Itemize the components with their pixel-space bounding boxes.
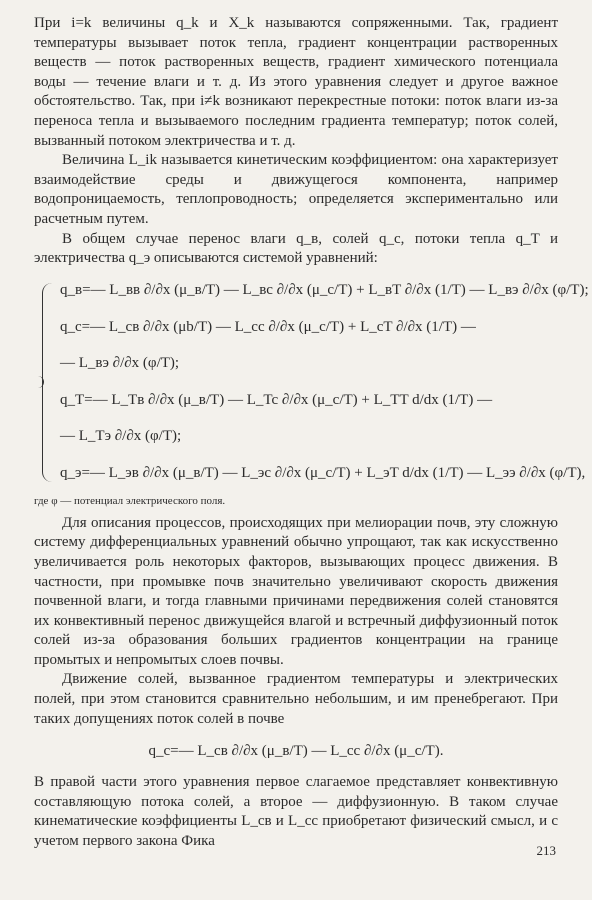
equation-line: q_T=— L_Tв ∂/∂x (μ_в/T) — L_Tc ∂/∂x (μ_c/T) + L_TT d/dx (1/T) —	[60, 391, 493, 408]
paragraph-6: В правой части этого уравнения первое слагаемое представляет конвективную составляющую потока солей, а второе — диффузионную. В таком случае кинематические коэффициенты L_cв и L_cc приобретают физический смысл, и с учетом первого закона Фика	[34, 774, 558, 850]
paragraph-2: Величина L_ik называется кинетическим коэффициентом: она характеризует взаимодействие среды и движущегося компонента, например водопроницаемость, теплопроводность; определяется экспериментально или расчетным путем.	[34, 152, 558, 227]
page-body	[34, 14, 589, 852]
paragraph-1: При i=k величины q_k и X_k называются сопряженными. Так, градиент температуры вызывает поток тепла, градиент концентрации растворенных веществ — поток растворенных веществ, градиент химического потенциала воды — течение влаги и т. д. Из этого уравнения следует и другое важное обстоятельство. Так, при i≠k возникают перекрестные потоки: поток влаги из-за переноса тепла и вызываемого последним градиента температур; поток солей, вызванный потоком электричества и т. д.	[34, 15, 558, 149]
salt-flux-equation: q_c=— L_cв ∂/∂x (μ_в/T) — L_cc ∂/∂x (μ_c/T).	[148, 742, 444, 759]
page-number: 213	[536, 843, 556, 858]
paragraph-3: В общем случае перенос влаги q_в, солей q_c, потоки тепла q_T и электричества q_э описываются системой уравнений:	[34, 230, 558, 267]
system-brace	[42, 283, 55, 482]
equation-system	[34, 273, 589, 492]
paragraph-4: Для описания процессов, происходящих при мелиорации почв, эту сложную систему дифференциальных уравнений обычно упрощают, так как искусственно увеличивается роль некоторых факторов, вызывающих процесс движения. В частности, при промывке почв значительно увеличивают скорость движения почвенной влаги, и тогда главными причинами передвижения солей становятся их конвективный перенос движущейся влагой и встречный диффузионный поток солей из-за образования больших градиентов концентрации на границе промытых и непромытых слоев почвы.	[34, 514, 558, 668]
equation-line: q_c=— L_cв ∂/∂x (μb/T) — L_cc ∂/∂x (μ_c/T) + L_cT ∂/∂x (1/T) —	[60, 318, 476, 335]
footnote: где φ — потенциал электрического поля.	[34, 494, 226, 507]
equation-line: q_э=— L_эв ∂/∂x (μ_в/T) — L_эc ∂/∂x (μ_c/T) + L_эT d/dx (1/T) — L_ээ ∂/∂x (φ/T),	[60, 464, 586, 481]
equation-line: — L_Tэ ∂/∂x (φ/T);	[60, 428, 182, 445]
equation-line: q_в=— L_вв ∂/∂x (μ_в/T) — L_вс ∂/∂x (μ_c/T) + L_вT ∂/∂x (1/T) — L_вэ ∂/∂x (φ/T);	[60, 282, 589, 299]
equation-line: — L_вэ ∂/∂x (φ/T);	[60, 355, 180, 372]
paragraph-5: Движение солей, вызванное градиентом температуры и электрических полей, при этом становится сравнительно небольшим, и им пренебрегают. При таких допущениях поток солей в почве	[34, 671, 558, 727]
